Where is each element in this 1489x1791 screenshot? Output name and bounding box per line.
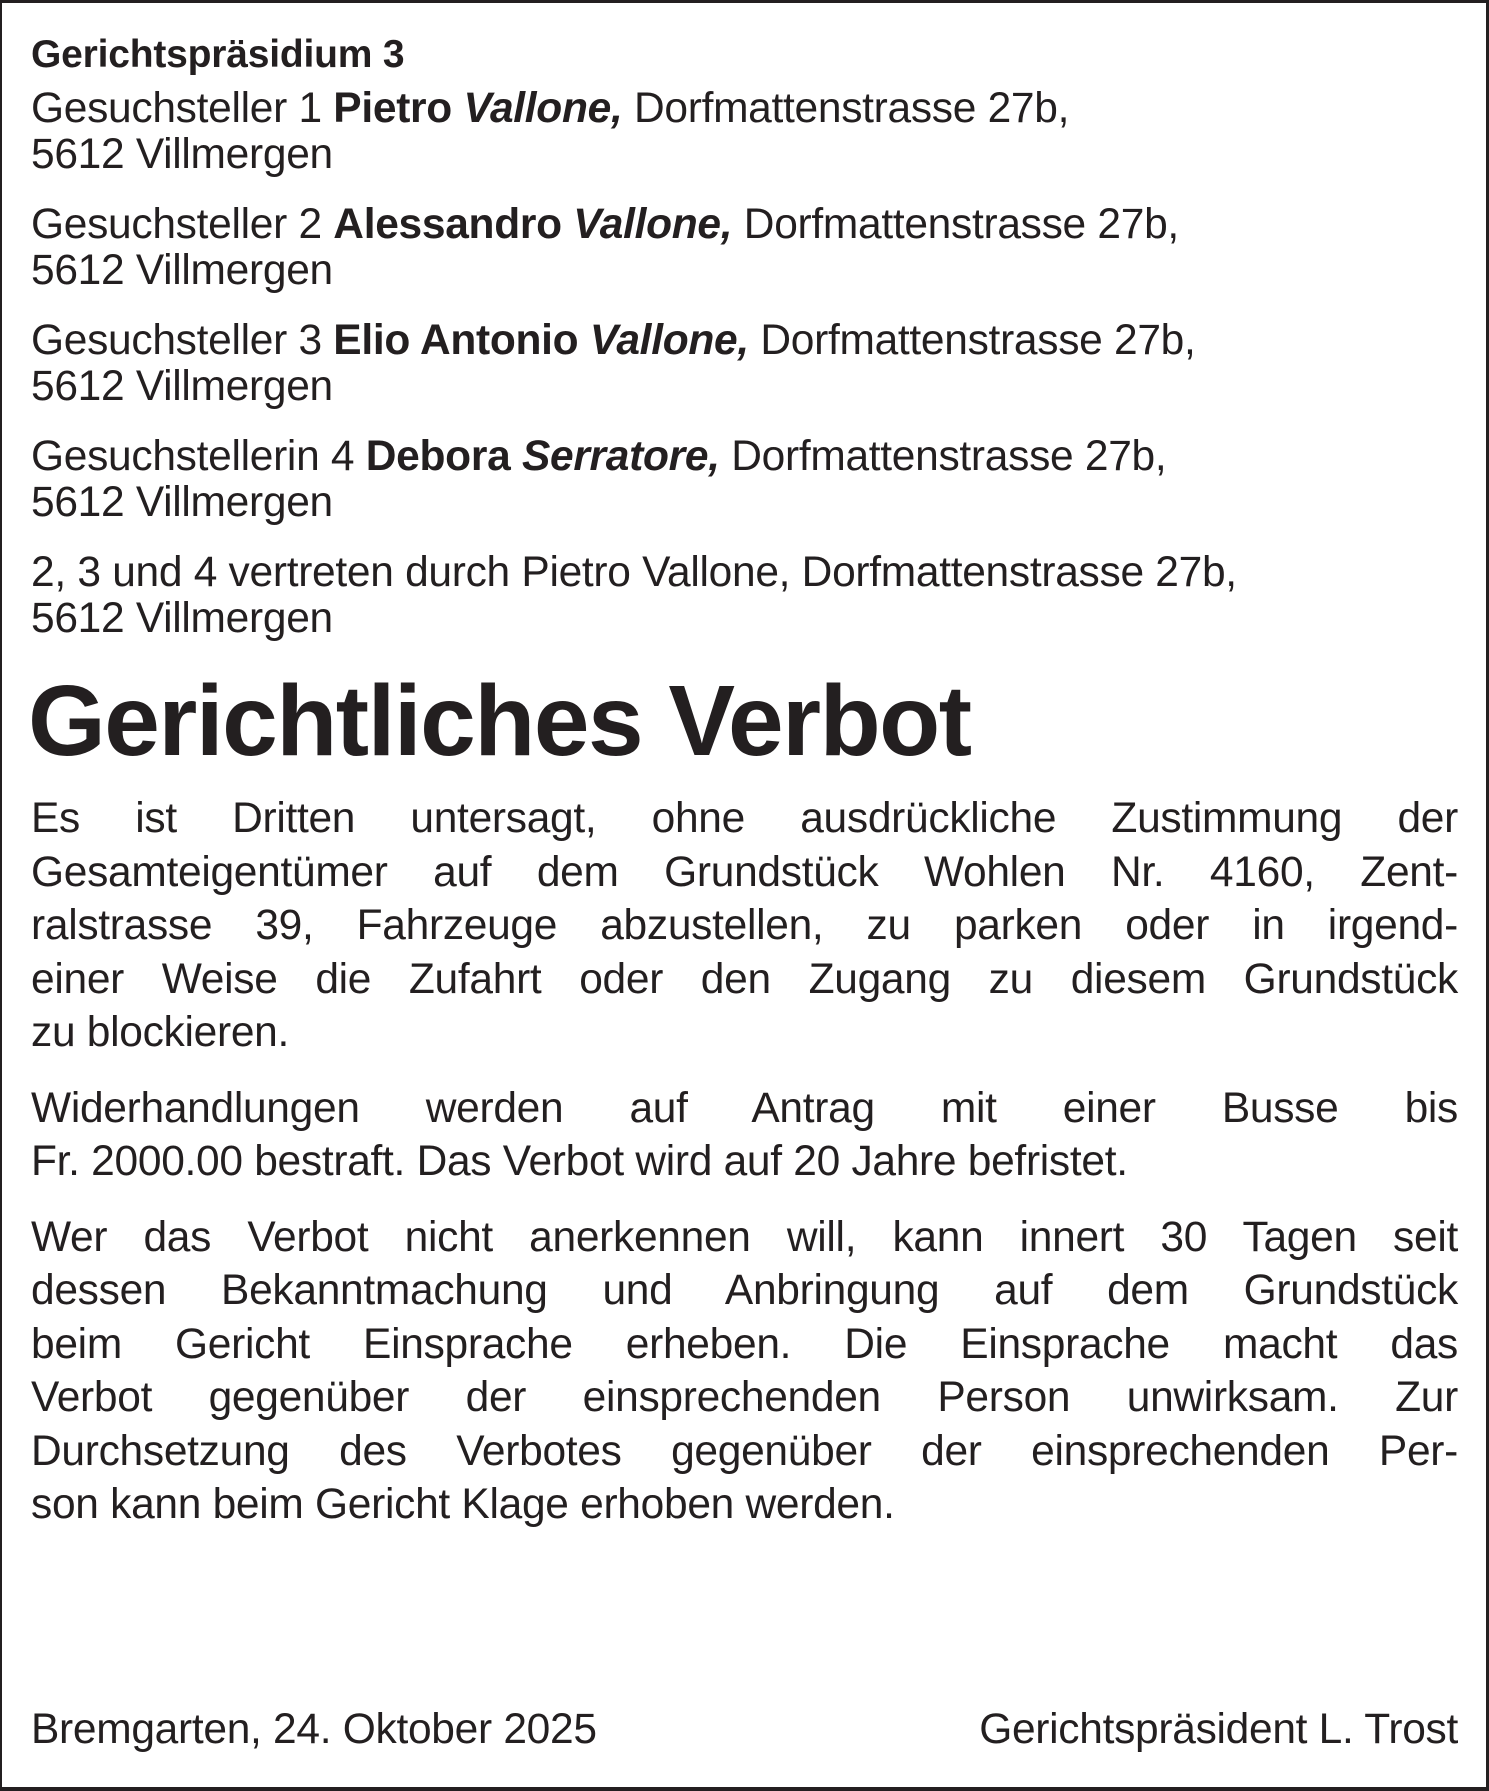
paragraph-line: ralstrasse 39, Fahrzeuge abzustellen, zu parken oder in irgend- — [31, 902, 1458, 949]
notice-content — [28, 30, 1458, 1554]
party-street: Dorfmattenstrasse 27b, — [743, 201, 1179, 248]
paragraph-line: dessen Bekanntmachung und Anbringung auf dem Grundstück — [31, 1267, 1458, 1314]
paragraph-penalty — [31, 1082, 1458, 1189]
party-city: 5612 Villmergen — [31, 479, 333, 526]
party-city: 5612 Villmergen — [31, 131, 333, 178]
party-line — [31, 86, 1458, 132]
representation-line-2: 5612 Villmergen — [31, 595, 333, 642]
party-first-name: Debora — [365, 433, 511, 480]
paragraph-prohibition — [31, 792, 1458, 1060]
party-last-name: Vallone, — [463, 85, 623, 132]
court-heading: Gerichtspräsidium 3 — [31, 33, 405, 76]
party-role: Gesuchsteller 1 — [31, 85, 322, 132]
paragraph-line: einer Weise die Zufahrt oder den Zugang zu diesem Grundstück — [31, 955, 1458, 1003]
representation — [31, 550, 1458, 642]
notice-footer — [31, 1705, 1458, 1755]
party-first-name: Elio Antonio — [333, 317, 579, 364]
party-line — [31, 202, 1458, 248]
notice-title: Gerichtliches Verbot — [28, 665, 971, 777]
party-4 — [31, 434, 1458, 526]
place-date: Bremgarten, 24. Oktober 2025 — [31, 1706, 597, 1753]
paragraph-line: zu blockieren. — [31, 1009, 290, 1056]
party-last-name: Vallone, — [573, 201, 733, 248]
paragraph-line: beim Gericht Einsprache erheben. Die Einsprache macht das — [31, 1320, 1458, 1368]
paragraph-line: Durchsetzung des Verbotes gegenüber der einsprechenden Per- — [31, 1427, 1458, 1475]
party-role: Gesuchsteller 2 — [31, 201, 322, 248]
party-first-name: Alessandro — [333, 201, 562, 248]
party-street: Dorfmattenstrasse 27b, — [731, 433, 1167, 480]
party-street: Dorfmattenstrasse 27b, — [760, 317, 1196, 364]
signature: Gerichtspräsident L. Trost — [979, 1706, 1458, 1753]
party-line — [31, 318, 1458, 364]
representation-line-1: 2, 3 und 4 vertreten durch Pietro Vallone, Dorfmattenstrasse 27b, — [31, 549, 1237, 596]
party-city: 5612 Villmergen — [31, 247, 333, 294]
party-last-name: Vallone, — [589, 317, 749, 364]
party-3 — [31, 318, 1458, 410]
party-role: Gesuchsteller 3 — [31, 317, 322, 364]
paragraph-objection — [31, 1211, 1458, 1532]
paragraph-line: Verbot gegenüber der einsprechenden Person unwirksam. Zur — [31, 1374, 1458, 1421]
paragraph-line: Widerhandlungen werden auf Antrag mit einer Busse bis — [31, 1084, 1458, 1132]
paragraph-line: Wer das Verbot nicht anerkennen will, kann innert 30 Tagen seit — [31, 1213, 1458, 1261]
party-2 — [31, 202, 1458, 294]
paragraph-line: son kann beim Gericht Klage erhoben werden. — [31, 1481, 895, 1528]
party-street: Dorfmattenstrasse 27b, — [633, 85, 1070, 132]
party-last-name: Serratore, — [521, 433, 720, 480]
party-1 — [31, 86, 1458, 178]
party-first-name: Pietro — [333, 85, 452, 132]
paragraph-line: Es ist Dritten untersagt, ohne ausdrückliche Zustimmung der — [31, 795, 1458, 842]
paragraph-line: Gesamteigentümer auf dem Grundstück Wohlen Nr. 4160, Zent- — [31, 848, 1458, 896]
party-line — [31, 434, 1458, 480]
party-role: Gesuchstellerin 4 — [31, 433, 355, 480]
paragraph-line: Fr. 2000.00 bestraft. Das Verbot wird auf 20 Jahre befristet. — [31, 1138, 1128, 1185]
party-city: 5612 Villmergen — [31, 363, 333, 410]
